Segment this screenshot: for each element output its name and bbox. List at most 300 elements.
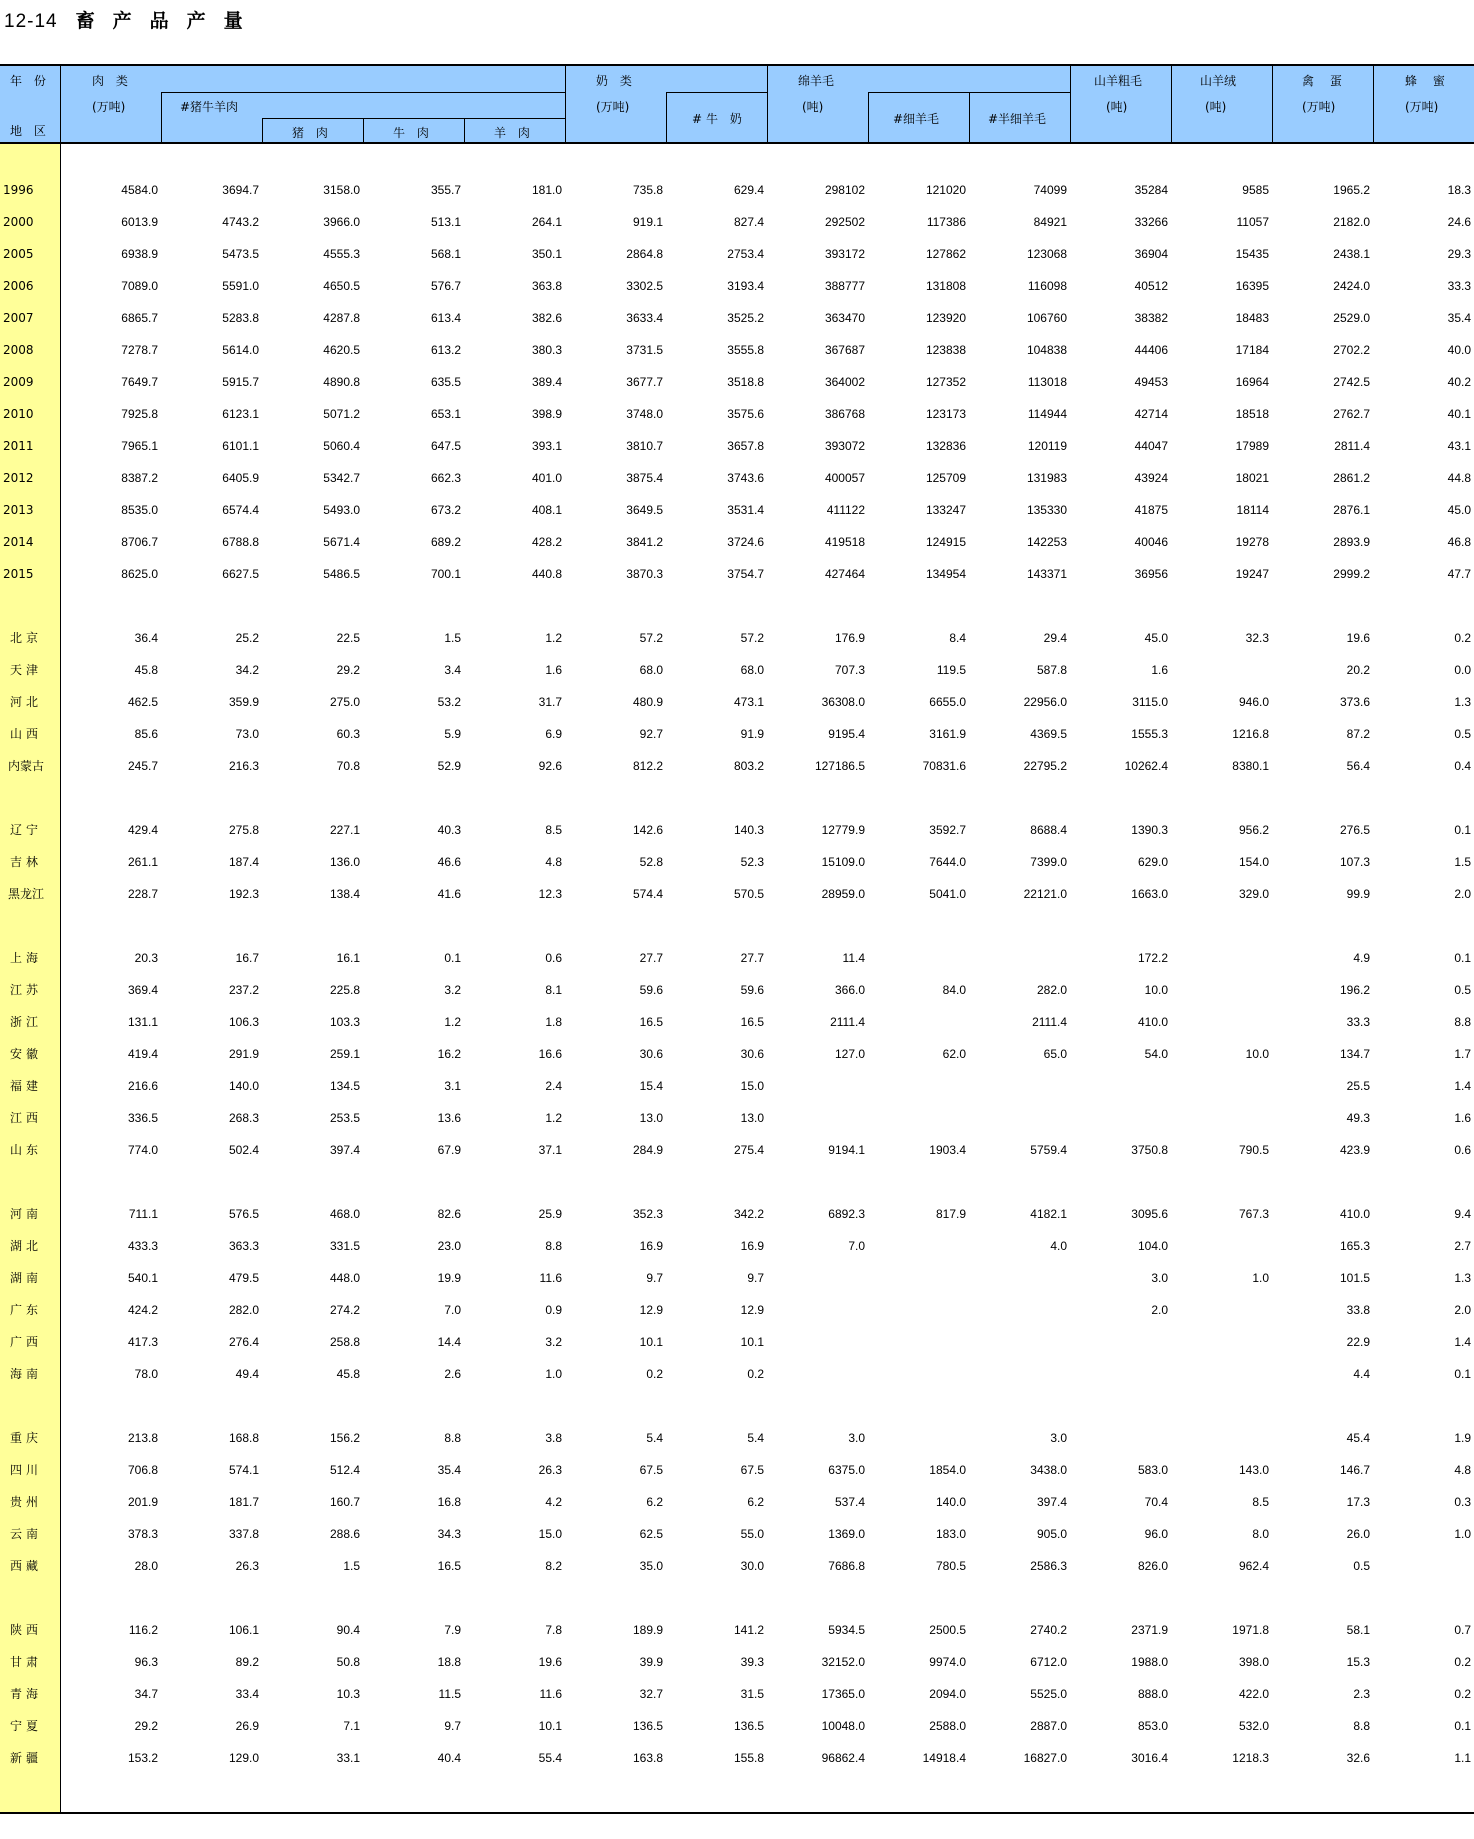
table-row bbox=[0, 1556, 1474, 1576]
table-cell: 2742.5 bbox=[1333, 375, 1370, 389]
table-row bbox=[0, 1748, 1474, 1768]
table-cell: 3657.8 bbox=[727, 439, 764, 453]
table-cell: 41.6 bbox=[437, 887, 461, 901]
table-row bbox=[0, 468, 1474, 488]
table-cell: 119.5 bbox=[936, 663, 966, 677]
table-cell: 39.3 bbox=[740, 1655, 764, 1669]
table-cell: 388777 bbox=[824, 279, 865, 293]
table-cell: 398.0 bbox=[1238, 1655, 1269, 1669]
table-cell: 4620.5 bbox=[323, 343, 360, 357]
table-cell: 570.5 bbox=[733, 887, 764, 901]
table-row bbox=[0, 1012, 1474, 1032]
table-row bbox=[0, 1620, 1474, 1640]
table-cell: 6.9 bbox=[545, 727, 562, 741]
header-meat: 肉 类 bbox=[92, 74, 132, 88]
table-cell: 46.6 bbox=[437, 855, 461, 869]
table-cell: 3575.6 bbox=[727, 407, 764, 421]
table-cell: 4890.8 bbox=[323, 375, 360, 389]
table-cell: 3694.7 bbox=[222, 183, 259, 197]
table-cell: 1216.8 bbox=[1232, 727, 1269, 741]
table-cell: 2.0 bbox=[1454, 1303, 1471, 1317]
table-header bbox=[0, 64, 1474, 144]
table-cell: 393172 bbox=[824, 247, 865, 261]
table-cell: 138.4 bbox=[329, 887, 360, 901]
table-cell: 4555.3 bbox=[323, 247, 360, 261]
table-cell: 6123.1 bbox=[222, 407, 259, 421]
table-cell: 0.5 bbox=[1353, 1559, 1370, 1573]
table-cell: 22795.2 bbox=[1023, 759, 1067, 773]
table-cell: 1903.4 bbox=[929, 1143, 966, 1157]
table-cell: 2500.5 bbox=[929, 1623, 966, 1637]
table-cell: 386768 bbox=[824, 407, 865, 421]
table-cell: 3095.6 bbox=[1131, 1207, 1168, 1221]
table-cell: 34.3 bbox=[437, 1527, 461, 1541]
table-cell: 0.2 bbox=[1454, 631, 1471, 645]
table-cell: 3841.2 bbox=[626, 535, 663, 549]
table-cell: 5614.0 bbox=[222, 343, 259, 357]
table-cell: 16395 bbox=[1235, 279, 1269, 293]
table-cell: 104838 bbox=[1026, 343, 1067, 357]
table-cell: 2811.4 bbox=[1334, 439, 1370, 453]
table-cell: 5759.4 bbox=[1030, 1143, 1067, 1157]
table-cell: 576.5 bbox=[228, 1207, 259, 1221]
table-cell: 189.9 bbox=[632, 1623, 663, 1637]
header-mutton: 羊 肉 bbox=[494, 126, 534, 140]
table-cell: 10.3 bbox=[336, 1687, 360, 1701]
table-row bbox=[0, 244, 1474, 264]
table-cell: 767.3 bbox=[1238, 1207, 1269, 1221]
table-cell: 99.9 bbox=[1346, 887, 1370, 901]
table-cell: 4.2 bbox=[545, 1495, 562, 1509]
table-cell: 1854.0 bbox=[929, 1463, 966, 1477]
table-cell: 116.2 bbox=[128, 1623, 158, 1637]
table-row bbox=[0, 276, 1474, 296]
table-cell: 410.0 bbox=[1137, 1015, 1168, 1029]
table-cell: 134954 bbox=[925, 567, 966, 581]
table-cell: 3649.5 bbox=[626, 503, 663, 517]
table-cell: 44.8 bbox=[1447, 471, 1471, 485]
table-cell: 1.3 bbox=[1454, 695, 1471, 709]
table-cell: 43924 bbox=[1134, 471, 1168, 485]
table-cell: 31.7 bbox=[538, 695, 562, 709]
table-cell: 84921 bbox=[1033, 215, 1067, 229]
table-cell: 0.3 bbox=[1454, 1495, 1471, 1509]
table-cell: 363470 bbox=[824, 311, 865, 325]
table-cell: 131983 bbox=[1026, 471, 1067, 485]
table-cell: 428.2 bbox=[531, 535, 562, 549]
table-cell: 946.0 bbox=[1238, 695, 1269, 709]
table-cell: 36.4 bbox=[134, 631, 158, 645]
table-cell: 154.0 bbox=[1238, 855, 1269, 869]
table-cell: 216.3 bbox=[228, 759, 259, 773]
table-cell: 355.7 bbox=[430, 183, 461, 197]
table-row bbox=[0, 500, 1474, 520]
table-cell: 706.8 bbox=[127, 1463, 158, 1477]
table-cell: 7965.1 bbox=[121, 439, 158, 453]
table-cell: 0.1 bbox=[444, 951, 461, 965]
table-cell: 1.7 bbox=[1454, 1047, 1471, 1061]
table-cell: 3633.4 bbox=[626, 311, 663, 325]
table-cell: 187.4 bbox=[228, 855, 259, 869]
table-cell: 4743.2 bbox=[222, 215, 259, 229]
table-cell: 284.9 bbox=[632, 1143, 663, 1157]
table-cell: 2111.4 bbox=[830, 1015, 865, 1029]
year-label: 2013 bbox=[3, 503, 34, 517]
table-cell: 274.2 bbox=[329, 1303, 360, 1317]
table-cell: 700.1 bbox=[430, 567, 461, 581]
table-cell: 41875 bbox=[1134, 503, 1168, 517]
table-cell: 36308.0 bbox=[821, 695, 865, 709]
table-cell: 22.9 bbox=[1346, 1335, 1370, 1349]
table-cell: 5671.4 bbox=[323, 535, 360, 549]
table-cell: 1988.0 bbox=[1131, 1655, 1168, 1669]
region-label: 黑龙江 bbox=[8, 887, 45, 901]
table-cell: 4650.5 bbox=[323, 279, 360, 293]
table-cell: 24.6 bbox=[1447, 215, 1471, 229]
table-cell: 275.0 bbox=[329, 695, 360, 709]
table-cell: 9.4 bbox=[1454, 1207, 1471, 1221]
table-cell: 613.4 bbox=[430, 311, 461, 325]
table-row bbox=[0, 1076, 1474, 1096]
table-cell: 7278.7 bbox=[121, 343, 158, 357]
table-cell: 3592.7 bbox=[929, 823, 966, 837]
table-cell: 50.8 bbox=[336, 1655, 360, 1669]
table-cell: 568.1 bbox=[430, 247, 461, 261]
table-cell: 0.5 bbox=[1454, 727, 1471, 741]
table-cell: 136.5 bbox=[733, 1719, 764, 1733]
header-meat-unit: (万吨) bbox=[92, 100, 126, 114]
header-region: 地 区 bbox=[10, 124, 50, 138]
table-cell: 57.2 bbox=[740, 631, 764, 645]
table-cell: 0.2 bbox=[1454, 1655, 1471, 1669]
table-cell: 123068 bbox=[1026, 247, 1067, 261]
table-cell: 6101.1 bbox=[222, 439, 259, 453]
table-cell: 419.4 bbox=[127, 1047, 158, 1061]
year-label: 2011 bbox=[3, 439, 34, 453]
table-cell: 2.7 bbox=[1454, 1239, 1471, 1253]
table-row bbox=[0, 1044, 1474, 1064]
table-cell: 49.3 bbox=[1346, 1111, 1370, 1125]
table-cell: 43.1 bbox=[1447, 439, 1471, 453]
table-cell: 4287.8 bbox=[323, 311, 360, 325]
header-wool-unit: (吨) bbox=[802, 100, 824, 114]
table-cell: 2588.0 bbox=[929, 1719, 966, 1733]
table-cell: 19247 bbox=[1235, 567, 1269, 581]
region-label: 天津 bbox=[10, 663, 43, 677]
table-cell: 40.2 bbox=[1447, 375, 1471, 389]
table-cell: 156.2 bbox=[329, 1431, 360, 1445]
table-cell: 165.3 bbox=[1339, 1239, 1370, 1253]
table-cell: 468.0 bbox=[329, 1207, 360, 1221]
table-cell: 4.4 bbox=[1353, 1367, 1370, 1381]
table-cell: 629.4 bbox=[733, 183, 764, 197]
table-cell: 8625.0 bbox=[121, 567, 158, 581]
table-cell: 16.9 bbox=[740, 1239, 764, 1253]
year-label: 2012 bbox=[3, 471, 34, 485]
table-cell: 28.0 bbox=[134, 1559, 158, 1573]
table-cell: 45.4 bbox=[1346, 1431, 1370, 1445]
table-cell: 45.0 bbox=[1447, 503, 1471, 517]
table-cell: 292502 bbox=[824, 215, 865, 229]
table-cell: 10048.0 bbox=[821, 1719, 865, 1733]
table-cell: 3161.9 bbox=[929, 727, 966, 741]
table-cell: 380.3 bbox=[531, 343, 562, 357]
header-wool: 绵羊毛 bbox=[798, 74, 835, 88]
table-cell: 373.6 bbox=[1339, 695, 1370, 709]
table-cell: 400057 bbox=[824, 471, 865, 485]
table-cell: 140.0 bbox=[935, 1495, 966, 1509]
table-cell: 905.0 bbox=[1036, 1527, 1067, 1541]
table-cell: 5486.5 bbox=[323, 567, 360, 581]
table-cell: 196.2 bbox=[1339, 983, 1370, 997]
table-cell: 8.5 bbox=[1252, 1495, 1269, 1509]
table-row bbox=[0, 756, 1474, 776]
table-cell: 68.0 bbox=[639, 663, 663, 677]
table-cell: 143.0 bbox=[1238, 1463, 1269, 1477]
table-cell: 12.9 bbox=[639, 1303, 663, 1317]
table-cell: 40.3 bbox=[437, 823, 461, 837]
table-cell: 1.2 bbox=[444, 1015, 461, 1029]
table-cell: 15.0 bbox=[538, 1527, 562, 1541]
table-cell: 40.0 bbox=[1447, 343, 1471, 357]
table-cell: 8706.7 bbox=[121, 535, 158, 549]
table-cell: 1218.3 bbox=[1232, 1751, 1269, 1765]
table-cell: 40512 bbox=[1134, 279, 1168, 293]
table-cell: 8.2 bbox=[545, 1559, 562, 1573]
table-cell: 583.0 bbox=[1137, 1463, 1168, 1477]
table-cell: 181.7 bbox=[228, 1495, 259, 1509]
table-row bbox=[0, 724, 1474, 744]
table-cell: 18518 bbox=[1235, 407, 1269, 421]
table-cell: 27.7 bbox=[740, 951, 764, 965]
table-cell: 3302.5 bbox=[626, 279, 663, 293]
table-cell: 3158.0 bbox=[323, 183, 360, 197]
table-cell: 54.0 bbox=[1144, 1047, 1168, 1061]
table-cell: 389.4 bbox=[531, 375, 562, 389]
table-cell: 3754.7 bbox=[727, 567, 764, 581]
table-cell: 264.1 bbox=[531, 215, 562, 229]
table-cell: 448.0 bbox=[329, 1271, 360, 1285]
table-cell: 337.8 bbox=[228, 1527, 259, 1541]
table-cell: 2999.2 bbox=[1333, 567, 1370, 581]
table-cell: 121020 bbox=[925, 183, 966, 197]
table-cell: 136.5 bbox=[632, 1719, 663, 1733]
table-cell: 378.3 bbox=[127, 1527, 158, 1541]
table-cell: 96.3 bbox=[134, 1655, 158, 1669]
table-row bbox=[0, 852, 1474, 872]
table-cell: 9195.4 bbox=[828, 727, 865, 741]
header-pork: 猪 肉 bbox=[292, 126, 332, 140]
region-label: 湖南 bbox=[10, 1271, 43, 1285]
table-cell: 329.0 bbox=[1238, 887, 1269, 901]
table-cell: 216.6 bbox=[127, 1079, 158, 1093]
table-cell: 3875.4 bbox=[626, 471, 663, 485]
table-cell: 3677.7 bbox=[626, 375, 663, 389]
table-cell: 6627.5 bbox=[222, 567, 259, 581]
table-cell: 123920 bbox=[925, 311, 966, 325]
table-cell: 163.8 bbox=[632, 1751, 663, 1765]
table-cell: 127352 bbox=[925, 375, 966, 389]
table-cell: 540.1 bbox=[127, 1271, 158, 1285]
table-cell: 34.2 bbox=[235, 663, 259, 677]
table-cell: 6712.0 bbox=[1030, 1655, 1067, 1669]
table-cell: 116098 bbox=[1027, 279, 1067, 293]
table-cell: 213.8 bbox=[127, 1431, 158, 1445]
table-cell: 427464 bbox=[824, 567, 865, 581]
region-label: 吉林 bbox=[10, 855, 43, 869]
table-cell: 35.4 bbox=[437, 1463, 461, 1477]
table-cell: 16.5 bbox=[437, 1559, 461, 1573]
table-cell: 125709 bbox=[925, 471, 966, 485]
header-pork-beef-mutton: #猪牛羊肉 bbox=[180, 100, 239, 114]
table-cell: 1369.0 bbox=[828, 1527, 865, 1541]
region-label: 安徽 bbox=[10, 1047, 43, 1061]
table-cell: 282.0 bbox=[1036, 983, 1067, 997]
table-cell: 662.3 bbox=[430, 471, 461, 485]
table-cell: 3.0 bbox=[1151, 1271, 1168, 1285]
table-cell: 6892.3 bbox=[828, 1207, 865, 1221]
table-cell: 2861.2 bbox=[1333, 471, 1370, 485]
table-cell: 18.8 bbox=[437, 1655, 461, 1669]
table-cell: 4182.1 bbox=[1030, 1207, 1067, 1221]
table-cell: 5493.0 bbox=[323, 503, 360, 517]
table-cell: 268.3 bbox=[228, 1111, 259, 1125]
table-cell: 8387.2 bbox=[121, 471, 158, 485]
table-cell: 6.2 bbox=[646, 1495, 663, 1509]
region-label: 贵州 bbox=[10, 1495, 43, 1509]
table-cell: 587.8 bbox=[1036, 663, 1067, 677]
table-cell: 0.5 bbox=[1454, 983, 1471, 997]
table-cell: 473.1 bbox=[733, 695, 764, 709]
table-cell: 30.6 bbox=[639, 1047, 663, 1061]
table-cell: 288.6 bbox=[329, 1527, 360, 1541]
table-cell: 382.6 bbox=[531, 311, 562, 325]
table-cell: 8.8 bbox=[545, 1239, 562, 1253]
table-cell: 812.2 bbox=[632, 759, 663, 773]
table-row bbox=[0, 1108, 1474, 1128]
table-cell: 576.7 bbox=[430, 279, 461, 293]
table-cell: 107.3 bbox=[1339, 855, 1370, 869]
table-cell: 26.0 bbox=[1346, 1527, 1370, 1541]
table-cell: 2586.3 bbox=[1030, 1559, 1067, 1573]
table-cell: 5060.4 bbox=[323, 439, 360, 453]
table-cell: 4369.5 bbox=[1030, 727, 1067, 741]
region-label: 宁夏 bbox=[10, 1719, 43, 1733]
header-goat-hair-unit: (吨) bbox=[1106, 100, 1128, 114]
table-cell: 1.0 bbox=[545, 1367, 562, 1381]
table-cell: 424.2 bbox=[127, 1303, 158, 1317]
table-cell: 3731.5 bbox=[626, 343, 663, 357]
table-cell: 13.0 bbox=[740, 1111, 764, 1125]
table-cell: 0.1 bbox=[1454, 823, 1471, 837]
table-cell: 826.0 bbox=[1137, 1559, 1168, 1573]
table-cell: 16.9 bbox=[639, 1239, 663, 1253]
page-title bbox=[4, 6, 261, 33]
table-cell: 17989 bbox=[1235, 439, 1269, 453]
table-cell: 0.6 bbox=[1454, 1143, 1471, 1157]
table-cell: 85.6 bbox=[134, 727, 158, 741]
header-cashmere: 山羊绒 bbox=[1200, 74, 1237, 88]
table-row bbox=[0, 1460, 1474, 1480]
table-cell: 2876.1 bbox=[1333, 503, 1370, 517]
table-cell: 780.5 bbox=[935, 1559, 966, 1573]
table-cell: 15109.0 bbox=[821, 855, 865, 869]
region-label: 上海 bbox=[10, 951, 43, 965]
table-cell: 7649.7 bbox=[121, 375, 158, 389]
table-cell: 422.0 bbox=[1238, 1687, 1269, 1701]
table-cell: 513.1 bbox=[430, 215, 461, 229]
table-cell: 574.1 bbox=[228, 1463, 259, 1477]
region-label: 海南 bbox=[10, 1367, 43, 1381]
table-cell: 45.8 bbox=[134, 663, 158, 677]
table-cell: 0.9 bbox=[545, 1303, 562, 1317]
table-cell: 5283.8 bbox=[222, 311, 259, 325]
table-cell: 480.9 bbox=[632, 695, 663, 709]
table-cell: 123173 bbox=[925, 407, 966, 421]
table-cell: 29.2 bbox=[336, 663, 360, 677]
table-cell: 7399.0 bbox=[1030, 855, 1067, 869]
table-cell: 735.8 bbox=[632, 183, 663, 197]
table-cell: 8.8 bbox=[1454, 1015, 1471, 1029]
table-cell: 1555.3 bbox=[1131, 727, 1168, 741]
year-label: 2006 bbox=[3, 279, 34, 293]
table-cell: 4.0 bbox=[1050, 1239, 1067, 1253]
header-cow-milk: #牛 奶 bbox=[692, 112, 746, 126]
table-cell: 3.2 bbox=[545, 1335, 562, 1349]
table-cell: 13.0 bbox=[639, 1111, 663, 1125]
table-cell: 33.4 bbox=[235, 1687, 259, 1701]
table-cell: 2.4 bbox=[545, 1079, 562, 1093]
table-cell: 1.6 bbox=[1454, 1111, 1471, 1125]
table-cell: 104.0 bbox=[1137, 1239, 1168, 1253]
table-cell: 653.1 bbox=[430, 407, 461, 421]
table-cell: 342.2 bbox=[733, 1207, 764, 1221]
table-cell: 8380.1 bbox=[1232, 759, 1269, 773]
table-cell: 25.2 bbox=[235, 631, 259, 645]
table-cell: 16.1 bbox=[336, 951, 360, 965]
table-cell: 201.9 bbox=[127, 1495, 158, 1509]
table-cell: 4.8 bbox=[1454, 1463, 1471, 1477]
table-cell: 8535.0 bbox=[121, 503, 158, 517]
table-cell: 3870.3 bbox=[626, 567, 663, 581]
table-cell: 30.0 bbox=[740, 1559, 764, 1573]
table-cell: 141.2 bbox=[733, 1623, 764, 1637]
table-cell: 16.7 bbox=[235, 951, 259, 965]
region-label: 浙江 bbox=[10, 1015, 43, 1029]
year-label: 1996 bbox=[3, 183, 34, 197]
table-cell: 11.6 bbox=[539, 1687, 562, 1701]
table-cell: 1.6 bbox=[1151, 663, 1168, 677]
table-cell: 423.9 bbox=[1339, 1143, 1370, 1157]
table-row bbox=[0, 1524, 1474, 1544]
region-label: 云南 bbox=[10, 1527, 43, 1541]
table-cell: 96.0 bbox=[1144, 1527, 1168, 1541]
table-cell: 790.5 bbox=[1238, 1143, 1269, 1157]
table-cell: 2438.1 bbox=[1333, 247, 1370, 261]
table-cell: 10.0 bbox=[1245, 1047, 1269, 1061]
table-cell: 22121.0 bbox=[1023, 887, 1067, 901]
table-cell: 15.3 bbox=[1346, 1655, 1370, 1669]
table-cell: 59.6 bbox=[740, 983, 764, 997]
table-cell: 408.1 bbox=[531, 503, 562, 517]
table-cell: 433.3 bbox=[127, 1239, 158, 1253]
table-cell: 19278 bbox=[1235, 535, 1269, 549]
table-cell: 0.2 bbox=[1454, 1687, 1471, 1701]
table-cell: 0.4 bbox=[1454, 759, 1471, 773]
table-cell: 261.1 bbox=[127, 855, 158, 869]
table-cell: 32.7 bbox=[639, 1687, 663, 1701]
table-cell: 40.4 bbox=[437, 1751, 461, 1765]
